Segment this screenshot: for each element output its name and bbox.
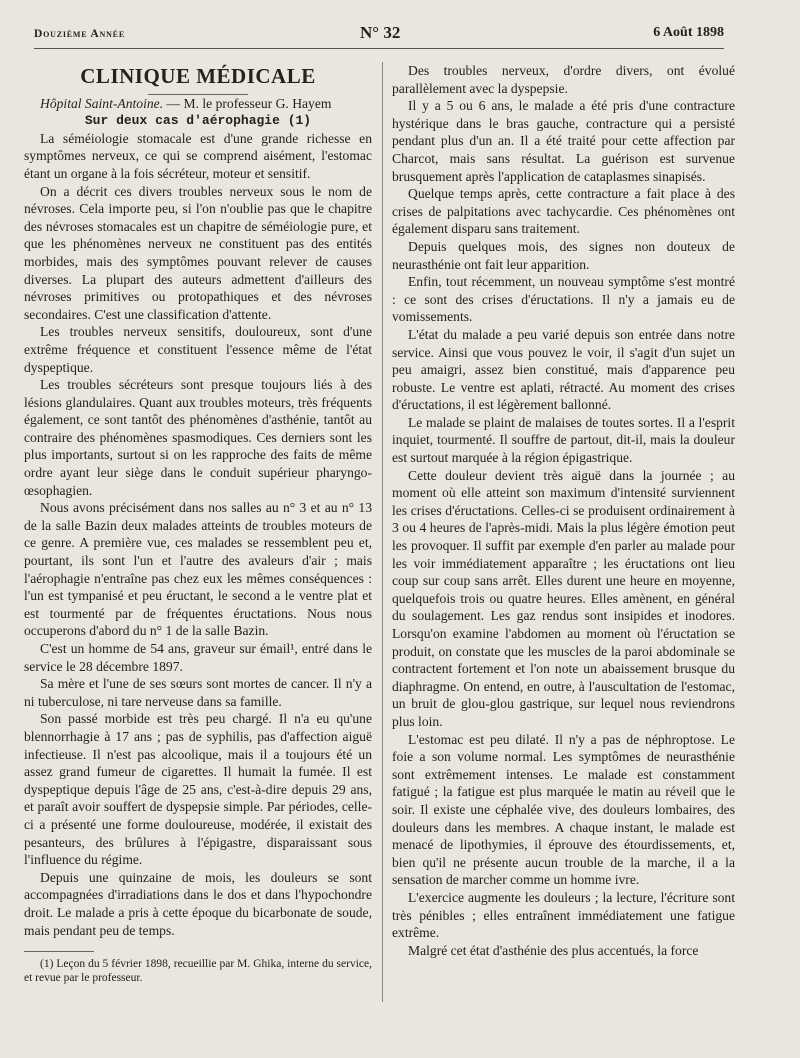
issue-date: 6 Août 1898 <box>653 25 724 40</box>
section-title: CLINIQUE MÉDICALE <box>80 64 316 88</box>
paragraph: Malgré cet état d'asthénie des plus accentués, la force <box>408 942 699 958</box>
volume-label: Douzième Année <box>34 28 125 40</box>
paragraph: C'est un homme de 54 ans, graveur sur émail¹, entré dans le service le 28 décembre 1897. <box>24 641 372 674</box>
right-column <box>392 62 735 959</box>
article-subtitle: Sur deux cas d'aérophagie (1) <box>84 113 312 129</box>
paragraph: Les troubles nerveux sensitifs, douloureux, sont d'une extrême fréquence et constituent l'essence même de l'état dyspeptique. <box>24 324 372 375</box>
paragraph: L'estomac est peu dilaté. Il n'y a pas de néphroptose. Le foie a son volume normal. Les symptômes de neurasthénie sont extrêmement intenses. Le malade est constamment fatigué ; la fatigue est plus marquée le matin au réveil que le soir. Il existe une céphalée vive, des douleurs lombaires, des douleurs dans les membres. A chaque instant, le malade est menacé de lipothymies, il éprouve des étourdissements, et, bien qu'il ne présente aucun trouble de la marche, il a la sensation de marcher comme un homme ivre. <box>392 731 735 888</box>
paragraph: L'état du malade a peu varié depuis son entrée dans notre service. Ainsi que vous pouvez le voir, il s'agit d'un sujet un peu amaigri, assez bien constitué, mais d'apparence peu robuste. Le ventre est aplati, rétracté. Au moment des crises d'éructations, il est légèrement ballonné. <box>392 326 735 413</box>
left-column <box>24 62 372 985</box>
paragraph: Nous avons précisément dans nos salles au n° 3 et au n° 13 de la salle Bazin deux malades atteints de troubles moteurs de ce genre. A première vue, ces malades se ressemblent peu et, pourtant, ils sont l'un et l'autre des avaleurs d'air ; mais l'aérophagie n'entraîne pas chez eux les mêmes conséquences : l'un est tympanisé et peu éructant, le second a le ventre plat et est tourmenté par de fréquentes éructations. Nous nous occuperons d'abord du n° 1 de la salle Bazin. <box>24 500 372 639</box>
paragraph: Son passé morbide est très peu chargé. Il n'a eu qu'une blennorrhagie à 17 ans ; pas de syphilis, pas d'affection aiguë infectieuse. Il n'est pas alcoolique, mais il a toujours été un assez grand fumeur de cigarettes. Il humait la fumée. Il est dyspeptique depuis l'âge de 25 ans, c'est-à-dire depuis 29 ans, et paraît avoir souffert de dyspepsie simple. Par périodes, celle-ci a présenté une forme douloureuse, modérée, il existait des pesanteurs, des brûlures à l'épigastre, disparaissant sous l'influence du régime. <box>24 711 372 868</box>
paragraph: Depuis une quinzaine de mois, les douleurs se sont accompagnées d'irradiations dans le dos et dans l'hypochondre droit. Le malade a pris à cette époque du bicarbonate de soude, mais pendant peu de temps. <box>24 869 372 938</box>
paragraph: Quelque temps après, cette contracture a fait place à des crises de palpitations avec tachycardie. Ces phénomènes ont également disparu sans traitement. <box>392 186 735 237</box>
paragraph: Depuis quelques mois, des signes non douteux de neurasthénie ont fait leur apparition. <box>392 238 735 272</box>
footnote: (1) Leçon du 5 février 1898, recueillie par M. Ghika, interne du service, et revue par le professeur. <box>24 958 372 984</box>
paragraph: Enfin, tout récemment, un nouveau symptôme s'est montré : ce sont des crises d'éructations. Il n'y a jamais eu de vomissements. <box>392 274 735 325</box>
author-line: — M. le professeur G. Hayem <box>163 95 332 111</box>
paragraph: On a décrit ces divers troubles nerveux sous le nom de névroses. Cela importe peu, si l'on n'oublie pas que le chapitre des névroses stomacales est un chapitre de séméiologie pure, et que les phénomènes nerveux ne constituent pas des entités morbides, mais des symptômes pouvant relever de causes diverses. La plupart des auteurs admettent d'ailleurs des névroses primitives ou protopathiques et des névroses secondaires. C'est une classification d'attente. <box>24 183 372 322</box>
paragraph: Des troubles nerveux, d'ordre divers, ont évolué parallèlement avec la dyspepsie. <box>392 63 735 96</box>
hospital-name: Hôpital Saint-Antoine. <box>40 95 164 111</box>
paragraph: Sa mère et l'une de ses sœurs sont mortes de cancer. Il n'y a ni tuberculose, ni tare nerveuse dans sa famille. <box>24 676 372 709</box>
footnote-divider <box>24 951 94 952</box>
paragraph: L'exercice augmente les douleurs ; la lecture, l'écriture sont très pénibles ; elles entraînent immédiatement une fatigue extrême. <box>392 889 735 941</box>
page-header <box>34 22 724 49</box>
column-divider <box>382 62 383 1002</box>
paragraph: Le malade se plaint de malaises de toutes sortes. Il a l'esprit inquiet, tourmenté. Il souffre de partout, dit-il, mais la douleur est surtout marquée à la région épigastrique. <box>392 414 735 466</box>
issue-number: N° 32 <box>360 23 401 42</box>
byline <box>24 95 372 113</box>
paragraph: Il y a 5 ou 6 ans, le malade a été pris d'une contracture hystérique dans le bras gauche, contracture qui a persisté pendant plus d'un an. Il a été traité pour cette affection par Charcot, mais sans résultat. La guérison est survenue brusquement après l'application de cataplasmes sinapisés. <box>392 98 735 184</box>
paragraph: La séméiologie stomacale est d'une grande richesse en symptômes nerveux, ce qui se comprend aisément, l'estomac étant un organe à la fois sécréteur, moteur et sensitif. <box>24 130 372 181</box>
paragraph: Cette douleur devient très aiguë dans la journée ; au moment où elle atteint son maximum d'intensité surviennent les crises d'éructations. Celles-ci se produisent ordinairement à 3 ou 4 heures de l'après-midi. Mais la plus légère émotion peut les provoquer. Il suffit par exemple d'en parler au malade pour les voir immédiatement apparaître ; les éructations ont lieu coup sur coup sans arrêt. Elles durent une heure en moyenne, quelquefois trois ou quatre heures. Elles amènent, en général du soulagement. Les gaz rendus sont insipides et inodores. Lorsqu'on examine l'abdomen au moment où l'éructation se produit, on constate que les muscles de la paroi abdominale se contractent fortement et l'on note un abaissement brusque du diaphragme. On entend, en outre, à l'auscultation de l'estomac, un bruit de glou-glou gastrique, sur lequel nous reviendrons plus loin. <box>392 467 735 729</box>
paragraph: Les troubles sécréteurs sont presque toujours liés à des lésions glandulaires. Quant aux troubles moteurs, très fréquents également, ce sont tantôt des phénomènes d'asthénie, tantôt au contraire des phénomènes spasmodiques. Ces derniers sont les plus importants, surtout si on les rapproche des faits de même ordre ayant leur siège dans le conduit supérieur pharyngo-œsophagien. <box>24 377 372 498</box>
